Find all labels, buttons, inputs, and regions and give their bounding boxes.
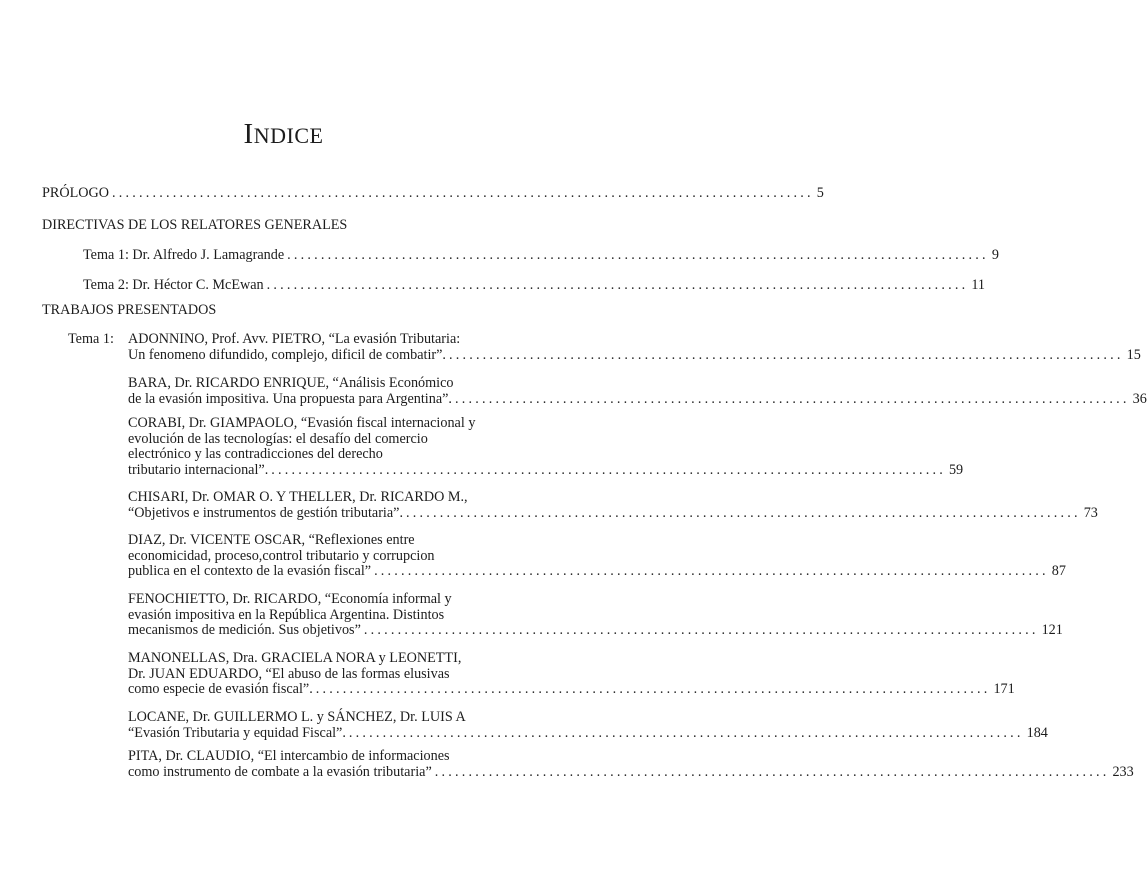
toc-entry-trabajo — [128, 415, 964, 478]
entry-text-line: electrónico y las contradicciones del derecho — [128, 446, 383, 462]
entry-last-line — [128, 681, 1015, 698]
entry-text-line: PITA, Dr. CLAUDIO, “El intercambio de informaciones — [128, 748, 450, 764]
entry-text-line: “Evasión Tributaria y equidad Fiscal”. — [128, 724, 346, 741]
entry-last-line — [128, 346, 1141, 364]
entry-text-line: BARA, Dr. RICARDO ENRIQUE, “Análisis Económico — [128, 375, 454, 391]
dot-leader: .................................................................................................... — [348, 724, 1024, 741]
dot-leader: ........................................................................................................ — [266, 277, 969, 293]
dot-leader: .................................................................................................... — [315, 681, 991, 697]
entry-text-line: CHISARI, Dr. OMAR O. Y THELLER, Dr. RICARDO M., — [128, 489, 468, 505]
dot-leader: .................................................................................................... — [374, 563, 1049, 579]
toc-entry-page: 36 — [1132, 390, 1147, 407]
entry-text-line: evasión impositiva en la República Argentina. Distintos — [128, 606, 445, 623]
section-heading-trabajos: TRABAJOS PRESENTADOS — [42, 302, 217, 318]
toc-entry-page: 5 — [816, 185, 824, 201]
entry-text-line: Un fenomeno difundido, complejo, dificil de combatir”. — [128, 346, 446, 363]
dot-leader: .................................................................................................... — [448, 346, 1124, 363]
toc-entry-label: PRÓLOGO — [42, 185, 110, 201]
toc-entry-trabajo — [128, 709, 1048, 741]
toc-entry-page: 233 — [1112, 763, 1134, 780]
entry-text-line: como especie de evasión fiscal”. — [128, 681, 313, 697]
entry-text-line: mecanismos de medición. Sus objetivos” — [128, 622, 361, 638]
entry-last-line — [128, 763, 1134, 781]
dot-leader: ........................................................................................................ — [287, 247, 989, 263]
toc-entry-page: 11 — [971, 277, 985, 293]
entry-text-line: economicidad, proceso,control tributario y corrupcion — [128, 547, 435, 564]
toc-entry-label: Tema 2: Dr. Héctor C. McEwan — [83, 277, 264, 293]
dot-leader: .................................................................................................... — [434, 763, 1110, 780]
entry-text-line: ADONNINO, Prof. Avv. PIETRO, “La evasión Tributaria: — [128, 331, 461, 347]
entry-text-line: tributario internacional”. — [128, 461, 269, 478]
tema-label: Tema 1: — [68, 331, 114, 347]
toc-entry-trabajo — [128, 532, 1066, 580]
dot-leader: ........................................................................................................ — [112, 185, 814, 201]
entry-last-line — [128, 504, 1098, 522]
entry-text-line: DIAZ, Dr. VICENTE OSCAR, “Reflexiones entre — [128, 532, 415, 548]
toc-entry-page: 87 — [1051, 563, 1066, 579]
toc-entry-trabajo — [128, 748, 1134, 780]
toc-entry-trabajo — [128, 591, 1063, 639]
section-heading-directivas: DIRECTIVAS DE LOS RELATORES GENERALES — [42, 217, 348, 233]
toc-entry-trabajo — [128, 650, 1015, 698]
entry-text-line: CORABI, Dr. GIAMPAOLO, “Evasión fiscal internacional y — [128, 415, 476, 431]
toc-entry-page: 184 — [1026, 724, 1048, 741]
entry-text-line: evolución de las tecnologías: el desafío del comercio — [128, 430, 428, 447]
dot-leader: .................................................................................................... — [454, 390, 1130, 407]
entry-last-line — [128, 390, 1147, 408]
dot-leader: .................................................................................................... — [271, 461, 946, 478]
toc-entry-page: 73 — [1083, 504, 1098, 521]
entry-text-line: LOCANE, Dr. GUILLERMO L. y SÁNCHEZ, Dr. LUIS A — [128, 709, 466, 725]
entry-text-line: FENOCHIETTO, Dr. RICARDO, “Economía informal y — [128, 591, 452, 607]
entry-last-line — [128, 461, 964, 479]
toc-entry-page: 15 — [1126, 346, 1141, 363]
toc-entry-page: 171 — [993, 681, 1015, 697]
entry-text-line: MANONELLAS, Dra. GRACIELA NORA y LEONETTI, — [128, 650, 462, 666]
dot-leader: .................................................................................................... — [363, 622, 1039, 638]
toc-entry-trabajo — [128, 489, 1098, 521]
toc-entry-relator-2 — [83, 276, 985, 294]
entry-last-line — [128, 622, 1063, 639]
toc-entry-relator-1 — [83, 246, 999, 264]
entry-text-line: “Objetivos e instrumentos de gestión tributaria”. — [128, 504, 404, 521]
toc-entry-page: 9 — [991, 247, 999, 263]
toc-entry-prologo — [42, 184, 824, 202]
entry-text-line: publica en el contexto de la evasión fiscal” — [128, 563, 372, 579]
entry-last-line — [128, 563, 1066, 580]
page-title: INDICE — [243, 118, 324, 150]
toc-entry-label: Tema 1: Dr. Alfredo J. Lamagrande — [83, 247, 285, 263]
dot-leader: .................................................................................................... — [406, 504, 1081, 521]
entry-last-line — [128, 724, 1048, 742]
entry-text-line: de la evasión impositiva. Una propuesta para Argentina”. — [128, 390, 452, 407]
toc-entry-trabajo — [128, 375, 1147, 407]
entry-text-line: Dr. JUAN EDUARDO, “El abuso de las formas elusivas — [128, 665, 450, 682]
toc-entry-page: 121 — [1041, 622, 1063, 638]
entry-text-line: como instrumento de combate a la evasión tributaria” — [128, 763, 432, 780]
toc-entry-trabajo — [128, 331, 1141, 363]
toc-entry-page: 59 — [948, 461, 964, 478]
